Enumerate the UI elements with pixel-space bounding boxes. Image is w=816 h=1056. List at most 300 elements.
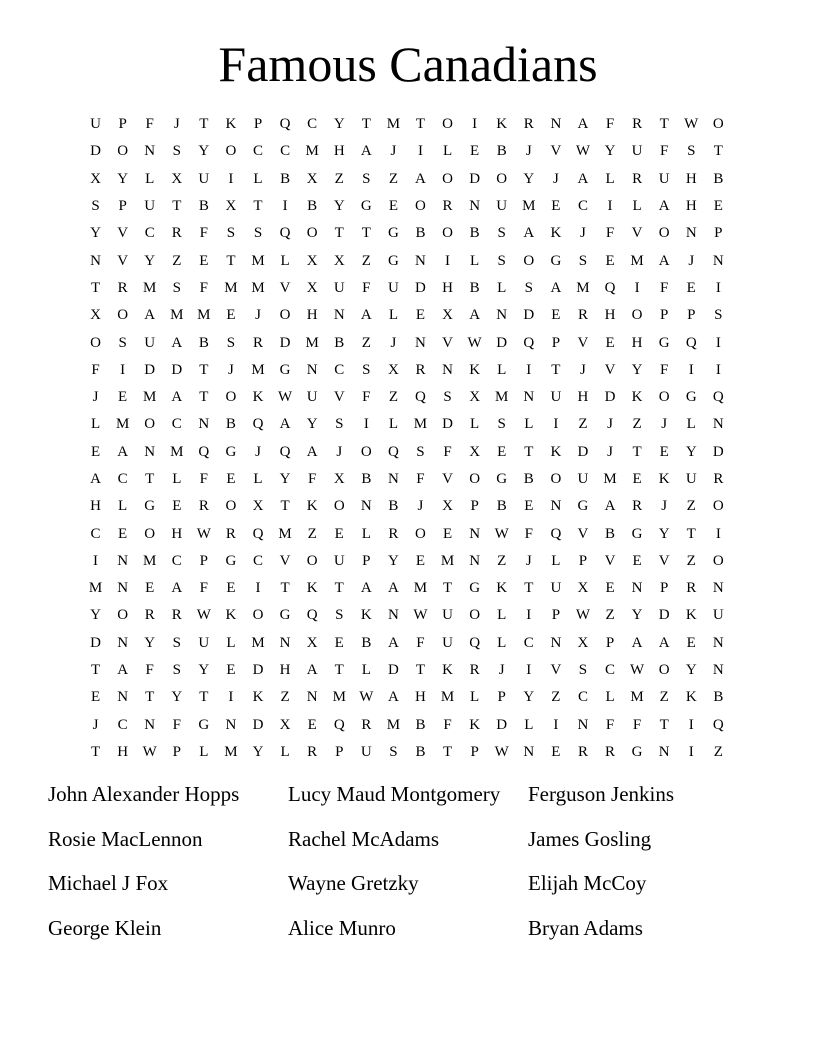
grid-letter[interactable]: O bbox=[712, 552, 724, 569]
grid-letter[interactable]: Z bbox=[334, 170, 344, 187]
grid-letter[interactable]: O bbox=[496, 170, 508, 187]
grid-letter[interactable]: W bbox=[467, 334, 482, 351]
grid-letter[interactable]: S bbox=[416, 443, 425, 460]
grid-letter[interactable]: K bbox=[469, 716, 481, 733]
grid-letter[interactable]: U bbox=[198, 634, 210, 651]
grid-letter[interactable]: F bbox=[145, 662, 154, 679]
grid-letter[interactable]: A bbox=[523, 225, 535, 242]
grid-letter[interactable]: B bbox=[415, 743, 426, 760]
grid-letter[interactable]: S bbox=[118, 334, 127, 351]
grid-letter[interactable]: L bbox=[253, 170, 263, 187]
grid-letter[interactable]: D bbox=[442, 416, 453, 433]
grid-letter[interactable]: M bbox=[305, 334, 319, 351]
grid-letter[interactable]: S bbox=[524, 279, 533, 296]
grid-letter[interactable]: N bbox=[117, 552, 129, 569]
grid-letter[interactable]: T bbox=[713, 143, 723, 160]
grid-letter[interactable]: W bbox=[630, 662, 645, 679]
grid-letter[interactable]: O bbox=[523, 252, 535, 269]
grid-letter[interactable]: X bbox=[279, 716, 291, 733]
grid-letter[interactable]: F bbox=[416, 634, 425, 651]
grid-letter[interactable]: D bbox=[171, 361, 183, 378]
grid-letter[interactable]: J bbox=[607, 443, 613, 460]
grid-letter[interactable]: M bbox=[251, 361, 265, 378]
grid-letter[interactable]: K bbox=[685, 689, 697, 706]
grid-letter[interactable]: G bbox=[360, 198, 372, 215]
grid-letter[interactable]: T bbox=[253, 198, 263, 215]
grid-letter[interactable]: X bbox=[306, 170, 318, 187]
grid-letter[interactable]: R bbox=[361, 716, 372, 733]
grid-letter[interactable]: W bbox=[196, 525, 211, 542]
grid-letter[interactable]: L bbox=[497, 361, 507, 378]
grid-letter[interactable]: J bbox=[417, 498, 424, 515]
grid-letter[interactable]: F bbox=[660, 143, 669, 160]
grid-letter[interactable]: E bbox=[415, 307, 426, 324]
grid-letter[interactable]: C bbox=[605, 662, 616, 679]
grid-letter[interactable]: J bbox=[525, 143, 532, 160]
grid-letter[interactable]: M bbox=[143, 552, 157, 569]
grid-letter[interactable]: U bbox=[442, 607, 453, 624]
grid-letter[interactable]: O bbox=[225, 389, 237, 406]
grid-letter[interactable]: M bbox=[170, 307, 184, 324]
grid-letter[interactable]: B bbox=[307, 198, 318, 215]
grid-letter[interactable]: X bbox=[333, 252, 345, 269]
grid-letter[interactable]: R bbox=[686, 580, 697, 597]
grid-letter[interactable]: G bbox=[685, 389, 697, 406]
grid-letter[interactable]: W bbox=[494, 743, 509, 760]
grid-letter[interactable]: P bbox=[605, 634, 615, 651]
grid-letter[interactable]: M bbox=[413, 580, 428, 597]
grid-letter[interactable]: I bbox=[526, 361, 532, 378]
grid-letter[interactable]: E bbox=[551, 198, 561, 215]
grid-letter[interactable]: A bbox=[387, 689, 399, 706]
grid-letter[interactable]: P bbox=[578, 552, 588, 569]
grid-letter[interactable]: N bbox=[712, 662, 724, 679]
grid-letter[interactable]: T bbox=[524, 580, 534, 597]
grid-letter[interactable]: W bbox=[142, 743, 157, 760]
grid-letter[interactable]: T bbox=[686, 525, 696, 542]
grid-letter[interactable]: S bbox=[172, 662, 181, 679]
grid-letter[interactable]: D bbox=[90, 143, 101, 160]
grid-letter[interactable]: A bbox=[360, 580, 372, 597]
grid-letter[interactable]: C bbox=[253, 552, 264, 569]
grid-letter[interactable]: N bbox=[387, 607, 399, 624]
grid-letter[interactable]: P bbox=[470, 498, 479, 515]
grid-letter[interactable]: Y bbox=[117, 170, 129, 187]
grid-letter[interactable]: D bbox=[712, 443, 724, 460]
grid-letter[interactable]: A bbox=[415, 170, 426, 187]
grid-letter[interactable]: E bbox=[226, 580, 236, 597]
grid-letter[interactable]: L bbox=[280, 252, 290, 269]
grid-letter[interactable]: K bbox=[252, 389, 264, 406]
grid-letter[interactable]: M bbox=[576, 279, 590, 296]
grid-letter[interactable]: T bbox=[172, 198, 182, 215]
grid-letter[interactable]: L bbox=[253, 471, 263, 487]
grid-letter[interactable]: K bbox=[550, 443, 562, 460]
grid-letter[interactable]: H bbox=[279, 662, 291, 679]
grid-letter[interactable]: E bbox=[605, 252, 615, 269]
grid-letter[interactable]: C bbox=[334, 361, 345, 378]
grid-letter[interactable]: V bbox=[658, 552, 670, 569]
grid-letter[interactable]: A bbox=[577, 170, 589, 187]
grid-letter[interactable]: L bbox=[497, 634, 507, 651]
grid-letter[interactable]: Y bbox=[333, 116, 345, 133]
grid-letter[interactable]: I bbox=[553, 416, 559, 433]
grid-letter[interactable]: Q bbox=[712, 389, 724, 406]
grid-letter[interactable]: X bbox=[333, 471, 345, 487]
grid-letter[interactable]: P bbox=[551, 334, 561, 351]
grid-letter[interactable]: U bbox=[712, 607, 724, 624]
grid-letter[interactable]: Z bbox=[361, 334, 371, 351]
grid-letter[interactable]: K bbox=[496, 116, 508, 133]
grid-letter[interactable]: G bbox=[144, 498, 156, 515]
grid-letter[interactable]: H bbox=[442, 279, 453, 296]
grid-letter[interactable]: T bbox=[90, 743, 101, 760]
grid-letter[interactable]: J bbox=[390, 143, 397, 160]
grid-letter[interactable]: Z bbox=[172, 252, 182, 269]
grid-letter[interactable]: A bbox=[658, 634, 670, 651]
grid-letter[interactable]: Q bbox=[198, 443, 210, 460]
grid-letter[interactable]: S bbox=[172, 634, 181, 651]
grid-letter[interactable]: R bbox=[225, 525, 236, 542]
grid-letter[interactable]: O bbox=[90, 334, 101, 351]
grid-letter[interactable]: E bbox=[632, 552, 642, 569]
grid-letter[interactable]: P bbox=[714, 225, 723, 242]
grid-letter[interactable]: V bbox=[577, 525, 589, 542]
grid-letter[interactable]: Q bbox=[279, 225, 291, 242]
grid-letter[interactable]: E bbox=[226, 662, 236, 679]
grid-letter[interactable]: S bbox=[172, 279, 181, 296]
grid-letter[interactable]: E bbox=[659, 443, 669, 460]
grid-letter[interactable]: N bbox=[658, 743, 670, 760]
grid-letter[interactable]: E bbox=[686, 279, 696, 296]
grid-letter[interactable]: E bbox=[605, 580, 615, 597]
grid-letter[interactable]: U bbox=[306, 389, 318, 406]
grid-letter[interactable]: I bbox=[417, 143, 423, 160]
grid-letter[interactable]: D bbox=[658, 607, 670, 624]
grid-letter[interactable]: O bbox=[550, 471, 562, 487]
grid-letter[interactable]: L bbox=[442, 143, 453, 160]
grid-letter[interactable]: Z bbox=[578, 416, 588, 433]
grid-letter[interactable]: D bbox=[469, 170, 481, 187]
grid-letter[interactable]: Q bbox=[279, 443, 291, 460]
grid-letter[interactable]: N bbox=[90, 252, 101, 269]
grid-letter[interactable]: O bbox=[306, 552, 318, 569]
grid-letter[interactable]: T bbox=[659, 116, 669, 133]
grid-letter[interactable]: L bbox=[605, 689, 615, 706]
grid-letter[interactable]: O bbox=[279, 307, 291, 324]
grid-letter[interactable]: L bbox=[497, 279, 507, 296]
grid-letter[interactable]: T bbox=[442, 580, 453, 597]
grid-letter[interactable]: N bbox=[306, 361, 318, 378]
grid-letter[interactable]: D bbox=[252, 716, 264, 733]
grid-letter[interactable]: E bbox=[199, 252, 209, 269]
grid-letter[interactable]: F bbox=[172, 716, 181, 733]
grid-letter[interactable]: L bbox=[632, 198, 642, 215]
grid-letter[interactable]: H bbox=[685, 198, 697, 215]
grid-letter[interactable]: Z bbox=[713, 743, 723, 760]
grid-letter[interactable]: O bbox=[117, 143, 129, 160]
grid-letter[interactable]: I bbox=[688, 716, 694, 733]
grid-letter[interactable]: C bbox=[253, 143, 264, 160]
grid-letter[interactable]: M bbox=[197, 307, 211, 324]
grid-letter[interactable]: Z bbox=[605, 607, 615, 624]
grid-letter[interactable]: N bbox=[360, 498, 372, 515]
grid-letter[interactable]: M bbox=[115, 416, 130, 433]
grid-letter[interactable]: T bbox=[199, 116, 209, 133]
grid-letter[interactable]: I bbox=[526, 607, 532, 624]
grid-letter[interactable]: Z bbox=[388, 389, 398, 406]
grid-letter[interactable]: W bbox=[278, 389, 293, 406]
grid-letter[interactable]: B bbox=[713, 170, 724, 187]
grid-letter[interactable]: Y bbox=[252, 743, 264, 760]
grid-letter[interactable]: W bbox=[494, 525, 509, 542]
grid-letter[interactable]: U bbox=[631, 143, 643, 160]
grid-letter[interactable]: F bbox=[199, 225, 209, 242]
grid-letter[interactable]: O bbox=[144, 525, 156, 542]
grid-letter[interactable]: E bbox=[118, 525, 128, 542]
grid-letter[interactable]: A bbox=[117, 662, 129, 679]
grid-letter[interactable]: Y bbox=[631, 361, 643, 378]
grid-letter[interactable]: O bbox=[658, 389, 670, 406]
grid-letter[interactable]: R bbox=[171, 225, 182, 242]
grid-letter[interactable]: K bbox=[496, 580, 508, 597]
grid-letter[interactable]: A bbox=[144, 307, 156, 324]
grid-letter[interactable]: M bbox=[143, 279, 157, 296]
grid-letter[interactable]: B bbox=[415, 225, 426, 242]
grid-letter[interactable]: T bbox=[415, 116, 426, 133]
grid-letter[interactable]: Y bbox=[685, 443, 697, 460]
grid-letter[interactable]: U bbox=[387, 279, 399, 296]
grid-letter[interactable]: S bbox=[253, 225, 263, 242]
grid-letter[interactable]: J bbox=[255, 443, 261, 460]
grid-letter[interactable]: J bbox=[580, 225, 586, 242]
grid-letter[interactable]: X bbox=[442, 307, 453, 324]
grid-letter[interactable]: K bbox=[442, 662, 453, 679]
grid-letter[interactable]: A bbox=[306, 662, 318, 679]
grid-letter[interactable]: F bbox=[199, 580, 209, 597]
grid-letter[interactable]: D bbox=[144, 361, 156, 378]
grid-letter[interactable]: S bbox=[687, 143, 696, 160]
grid-letter[interactable]: Z bbox=[280, 689, 290, 706]
grid-letter[interactable]: L bbox=[497, 607, 507, 624]
grid-letter[interactable]: H bbox=[685, 170, 697, 187]
grid-letter[interactable]: N bbox=[577, 716, 589, 733]
grid-letter[interactable]: G bbox=[550, 252, 562, 269]
grid-letter[interactable]: E bbox=[415, 552, 426, 569]
grid-letter[interactable]: M bbox=[386, 116, 401, 133]
grid-letter[interactable]: C bbox=[90, 525, 101, 542]
grid-letter[interactable]: B bbox=[361, 634, 372, 651]
grid-letter[interactable]: B bbox=[496, 498, 507, 515]
grid-letter[interactable]: T bbox=[90, 279, 101, 296]
grid-letter[interactable]: A bbox=[171, 334, 183, 351]
grid-letter[interactable]: R bbox=[605, 743, 616, 760]
grid-letter[interactable]: C bbox=[171, 552, 182, 569]
grid-letter[interactable]: G bbox=[198, 716, 210, 733]
grid-letter[interactable]: M bbox=[170, 443, 184, 460]
grid-letter[interactable]: I bbox=[553, 716, 559, 733]
grid-letter[interactable]: E bbox=[470, 143, 480, 160]
grid-letter[interactable]: I bbox=[282, 198, 288, 215]
grid-letter[interactable]: T bbox=[361, 225, 371, 242]
grid-letter[interactable]: P bbox=[551, 607, 561, 624]
grid-letter[interactable]: Q bbox=[712, 716, 724, 733]
grid-letter[interactable]: S bbox=[335, 607, 344, 624]
grid-letter[interactable]: M bbox=[522, 198, 536, 215]
grid-letter[interactable]: A bbox=[658, 198, 670, 215]
grid-letter[interactable]: U bbox=[144, 198, 156, 215]
grid-letter[interactable]: A bbox=[469, 307, 481, 324]
grid-letter[interactable]: N bbox=[469, 525, 481, 542]
grid-letter[interactable]: Y bbox=[90, 607, 101, 624]
grid-letter[interactable]: D bbox=[604, 389, 616, 406]
grid-letter[interactable]: B bbox=[198, 334, 209, 351]
grid-letter[interactable]: Z bbox=[686, 498, 696, 515]
grid-letter[interactable]: I bbox=[688, 743, 694, 760]
grid-letter[interactable]: V bbox=[631, 225, 643, 242]
grid-letter[interactable]: D bbox=[496, 334, 508, 351]
grid-letter[interactable]: S bbox=[335, 416, 344, 433]
grid-letter[interactable]: U bbox=[685, 471, 697, 487]
grid-letter[interactable]: F bbox=[307, 471, 317, 487]
grid-letter[interactable]: M bbox=[495, 389, 509, 406]
grid-letter[interactable]: C bbox=[577, 198, 588, 215]
grid-letter[interactable]: K bbox=[360, 607, 372, 624]
grid-letter[interactable]: P bbox=[253, 116, 263, 133]
grid-letter[interactable]: N bbox=[415, 334, 426, 351]
grid-letter[interactable]: T bbox=[659, 716, 669, 733]
grid-letter[interactable]: G bbox=[631, 743, 643, 760]
grid-letter[interactable]: S bbox=[497, 416, 506, 433]
grid-letter[interactable]: V bbox=[279, 552, 291, 569]
grid-letter[interactable]: R bbox=[388, 525, 399, 542]
grid-letter[interactable]: U bbox=[198, 170, 210, 187]
grid-letter[interactable]: O bbox=[712, 116, 724, 133]
grid-letter[interactable]: O bbox=[360, 443, 372, 460]
grid-letter[interactable]: L bbox=[605, 170, 615, 187]
grid-letter[interactable]: R bbox=[713, 471, 724, 487]
grid-letter[interactable]: O bbox=[658, 225, 670, 242]
grid-letter[interactable]: S bbox=[389, 743, 398, 760]
grid-letter[interactable]: S bbox=[714, 307, 723, 324]
grid-letter[interactable]: N bbox=[442, 361, 453, 378]
grid-letter[interactable]: X bbox=[306, 634, 318, 651]
grid-letter[interactable]: F bbox=[199, 471, 209, 487]
grid-letter[interactable]: E bbox=[551, 307, 561, 324]
grid-letter[interactable]: I bbox=[715, 279, 721, 296]
grid-letter[interactable]: Q bbox=[604, 279, 616, 296]
grid-letter[interactable]: X bbox=[306, 279, 318, 296]
grid-letter[interactable]: Y bbox=[631, 607, 643, 624]
grid-letter[interactable]: N bbox=[469, 552, 481, 569]
grid-letter[interactable]: E bbox=[713, 198, 723, 215]
grid-letter[interactable]: E bbox=[334, 634, 344, 651]
grid-letter[interactable]: Y bbox=[387, 552, 399, 569]
grid-letter[interactable]: T bbox=[524, 443, 534, 460]
grid-letter[interactable]: G bbox=[279, 361, 291, 378]
grid-letter[interactable]: O bbox=[306, 225, 318, 242]
grid-letter[interactable]: H bbox=[415, 689, 426, 706]
grid-letter[interactable]: J bbox=[552, 170, 559, 187]
grid-letter[interactable]: I bbox=[120, 361, 126, 378]
grid-letter[interactable]: F bbox=[605, 716, 615, 733]
grid-letter[interactable]: W bbox=[575, 143, 591, 160]
grid-letter[interactable]: P bbox=[172, 743, 181, 760]
grid-letter[interactable]: S bbox=[362, 361, 371, 378]
grid-letter[interactable]: O bbox=[225, 143, 237, 160]
grid-letter[interactable]: P bbox=[118, 116, 127, 133]
grid-letter[interactable]: R bbox=[577, 743, 588, 760]
grid-letter[interactable]: S bbox=[578, 662, 588, 679]
grid-letter[interactable]: J bbox=[525, 552, 532, 569]
grid-letter[interactable]: N bbox=[631, 580, 643, 597]
grid-letter[interactable]: W bbox=[575, 607, 591, 624]
grid-letter[interactable]: P bbox=[660, 307, 669, 324]
grid-letter[interactable]: N bbox=[117, 689, 129, 706]
grid-letter[interactable]: T bbox=[361, 116, 371, 133]
grid-letter[interactable]: Y bbox=[333, 198, 345, 215]
grid-letter[interactable]: T bbox=[199, 361, 209, 378]
grid-letter[interactable]: Z bbox=[632, 416, 642, 433]
grid-letter[interactable]: N bbox=[550, 634, 562, 651]
grid-letter[interactable]: G bbox=[658, 334, 670, 351]
grid-letter[interactable]: M bbox=[630, 252, 644, 269]
grid-letter[interactable]: N bbox=[387, 471, 399, 487]
grid-letter[interactable]: N bbox=[685, 225, 697, 242]
grid-letter[interactable]: V bbox=[442, 471, 453, 487]
grid-letter[interactable]: D bbox=[252, 662, 264, 679]
grid-letter[interactable]: D bbox=[577, 443, 589, 460]
grid-letter[interactable]: B bbox=[496, 143, 507, 160]
grid-letter[interactable]: I bbox=[715, 361, 721, 378]
grid-letter[interactable]: E bbox=[551, 743, 561, 760]
grid-letter[interactable]: Z bbox=[686, 552, 696, 569]
grid-letter[interactable]: O bbox=[415, 198, 426, 215]
grid-letter[interactable]: U bbox=[550, 580, 562, 597]
grid-letter[interactable]: F bbox=[145, 116, 154, 133]
grid-letter[interactable]: H bbox=[117, 743, 129, 760]
grid-letter[interactable]: P bbox=[497, 689, 506, 706]
grid-letter[interactable]: T bbox=[199, 389, 209, 406]
grid-letter[interactable]: V bbox=[442, 334, 453, 351]
grid-letter[interactable]: X bbox=[252, 498, 264, 515]
grid-letter[interactable]: D bbox=[523, 307, 535, 324]
grid-letter[interactable]: A bbox=[387, 634, 399, 651]
grid-letter[interactable]: F bbox=[632, 716, 642, 733]
grid-letter[interactable]: P bbox=[687, 307, 696, 324]
grid-letter[interactable]: M bbox=[251, 634, 265, 651]
grid-letter[interactable]: H bbox=[577, 389, 589, 406]
grid-letter[interactable]: U bbox=[550, 389, 562, 406]
grid-letter[interactable]: Z bbox=[361, 252, 371, 269]
grid-letter[interactable]: L bbox=[199, 743, 209, 760]
grid-letter[interactable]: U bbox=[90, 116, 101, 133]
grid-letter[interactable]: E bbox=[226, 307, 236, 324]
grid-letter[interactable]: R bbox=[442, 198, 453, 215]
grid-letter[interactable]: N bbox=[523, 743, 535, 760]
grid-letter[interactable]: G bbox=[469, 580, 481, 597]
grid-letter[interactable]: P bbox=[362, 552, 371, 569]
grid-letter[interactable]: E bbox=[442, 525, 453, 542]
grid-letter[interactable]: V bbox=[117, 252, 129, 269]
grid-letter[interactable]: E bbox=[605, 334, 615, 351]
grid-letter[interactable]: G bbox=[631, 525, 643, 542]
grid-letter[interactable]: V bbox=[333, 389, 345, 406]
grid-letter[interactable]: L bbox=[524, 416, 534, 433]
grid-letter[interactable]: X bbox=[469, 443, 481, 460]
grid-letter[interactable]: I bbox=[634, 279, 640, 296]
grid-letter[interactable]: C bbox=[171, 416, 182, 433]
